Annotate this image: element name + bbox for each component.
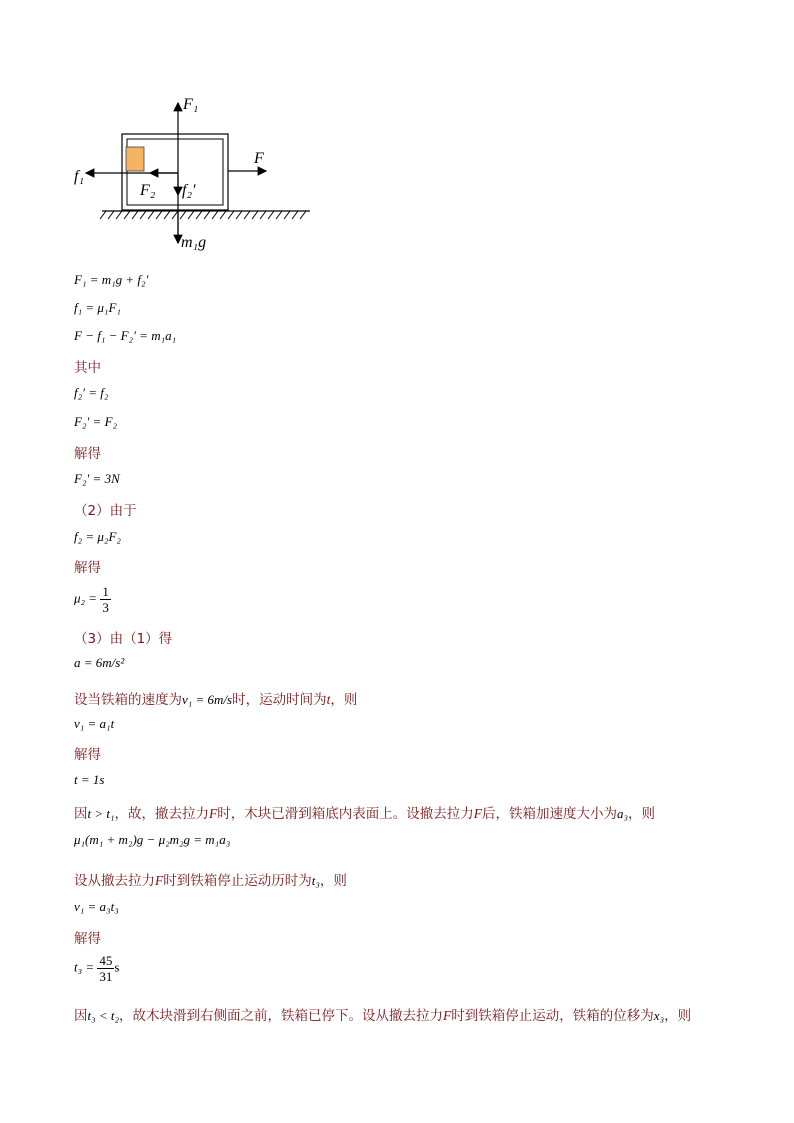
inline-math: t [326,692,331,707]
eq-a: a = 6m/s² [74,655,125,670]
label-F: F [254,150,264,167]
text-jiede-4: 解得 [74,931,101,947]
eq-v1-a3: v₁ = a₃t₃ [74,899,119,914]
text-seg: 时，木块已滑到箱底内表面上。设撤去拉力 [217,806,474,822]
text-seg: 时到铁箱停止运动，铁箱的位移为 [451,1008,654,1024]
force-diagram [70,95,330,255]
label-m1g: m₁g [181,234,207,251]
inline-math: F [473,806,483,821]
text-seg: 后，铁箱加速度大小为 [482,806,618,822]
eq-F1: F₁ = m₁g + f₂′ [74,272,149,287]
text-part-3: （3）由（1）得 [74,631,173,647]
label-f1: f₁ [74,168,85,185]
inline-math: F [443,1008,452,1023]
eq-f1: f₁ = μ₁F₁ [74,300,121,315]
eq-mu2 [74,584,111,615]
eq-t3 [74,953,119,984]
inline-math: F [155,873,164,888]
text-part-2: （2）由于 [74,503,137,519]
eq-t: t = 1s [74,772,105,787]
fraction-numerator: 1 [102,584,109,599]
wood-block [126,147,144,171]
inline-math: F [209,806,218,821]
text-jiede-2: 解得 [74,560,101,576]
eq-F2p: F₂′ = F₂ [74,414,118,429]
text-seg: ，则 [628,806,656,822]
text-seg: 时到铁箱停止运动历时为 [163,873,312,889]
text-seg: ，则 [319,873,347,889]
eq-mu2-lhs: μ₂ = [74,590,98,606]
label-F1: F₁ [183,96,199,113]
ground-hatch [100,211,310,219]
text-remove-force [74,802,655,822]
inline-math: v₁ = 6m/s [182,692,233,707]
fraction-mu2 [100,584,111,615]
inline-math: t₃ < t₂ [87,1008,120,1023]
eq-newton-box: F − f₁ − F₂′ = m₁a₁ [74,328,177,343]
fraction-denominator: 31 [99,969,113,984]
label-f2p: f₂′ [182,182,196,199]
text-seg: 因 [74,1008,88,1024]
inline-math: t > t₁ [87,806,115,821]
inline-math: a₃ [617,806,629,821]
fraction-denominator: 3 [102,600,109,615]
eq-f2p: f₂′ = f₂ [74,385,109,400]
text-seg: ，故木块滑到右侧面之前，铁箱已停下。设从撤去拉力 [119,1008,444,1024]
eq-F2p-result: F₂′ = 3N [74,471,120,486]
text-seg: ，则 [664,1008,692,1024]
text-seg: ，故，撤去拉力 [114,806,210,822]
text-qizhong: 其中 [74,360,101,376]
text-jiede-3: 解得 [74,747,101,763]
inline-math: t₃ [311,873,320,888]
fraction-t3 [97,953,114,984]
eq-v1: v₁ = a₁t [74,716,115,731]
eq-t3-lhs: t₃ = [74,959,95,975]
text-box-stops [74,1004,691,1024]
text-seg: 因 [74,806,88,822]
text-jiede-1: 解得 [74,446,101,462]
text-time-t3 [74,869,347,889]
text-seg: 设当铁箱的速度为 [74,692,182,708]
unit: s [114,959,120,975]
text-seg: 设从撤去拉力 [74,873,155,889]
text-seg: ，则 [330,692,358,708]
eq-f2: f₂ = μ₂F₂ [74,529,121,544]
text-velocity-cond [74,688,357,708]
inline-math: x₃ [653,1008,665,1023]
iron-box-outer [122,134,228,210]
eq-a3: μ₁(m₁ + m₂)g − μ₂m₂g = m₁a₃ [74,832,231,847]
fraction-numerator: 45 [99,953,113,968]
text-seg: 时，运动时间为 [232,692,327,708]
label-F2: F₂ [140,182,156,199]
